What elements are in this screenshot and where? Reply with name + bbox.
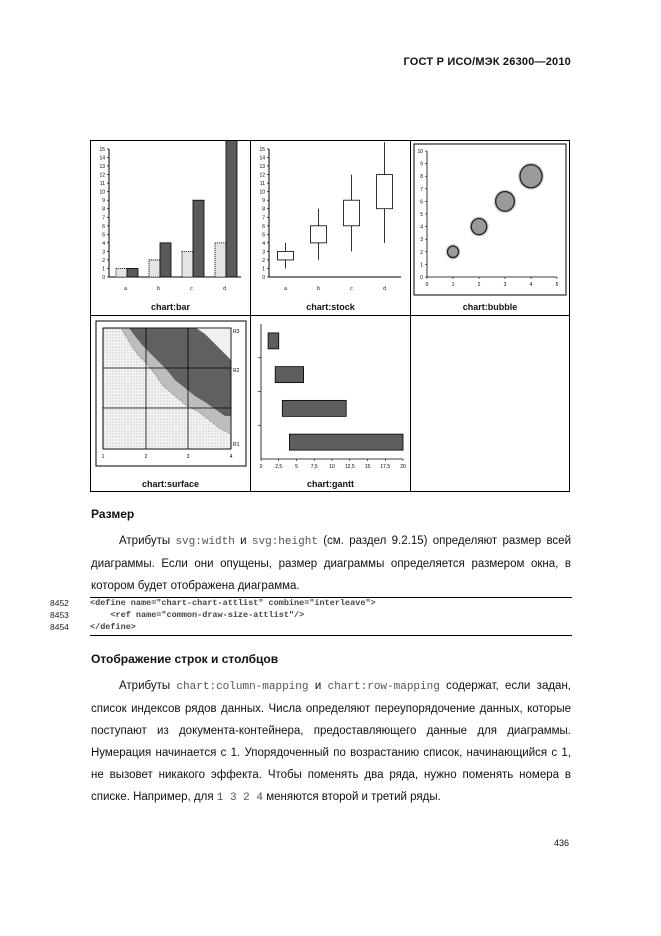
bubble bbox=[471, 219, 486, 235]
bar-series-2 bbox=[127, 268, 138, 277]
surface-chart-cell bbox=[91, 316, 251, 491]
code-text: <define name="chart-chart-attlist" combine="interleave"> bbox=[90, 598, 376, 608]
y-tick-label: 3 bbox=[262, 249, 265, 256]
x-tick-label: 2 bbox=[144, 454, 148, 460]
y-tick-label: 5 bbox=[262, 232, 265, 239]
bar-series-2 bbox=[160, 243, 171, 277]
text-run: и bbox=[234, 535, 252, 547]
y-tick-label: 4 bbox=[102, 240, 105, 247]
stock-box bbox=[311, 226, 327, 243]
section-title-size: Размер bbox=[91, 507, 135, 521]
document-header: ГОСТ Р ИСО/МЭК 26300—2010 bbox=[403, 56, 571, 68]
y-tick-label: 14 bbox=[99, 155, 105, 162]
text-run: содержат, если задан, список индексов рядов данных. Числа определяют переупорядочение данных, которые поступают из документа-контейнера, предоставляющего данные для диаграммы. Нумерация начинается с 1. Упорядоченный по возрастанию список, начинающийся с 1, не вызовет никакого эффекта. Чтобы поменять два ряда, нужно поменять номера в списке. Например, для bbox=[91, 680, 571, 803]
bar-series-1 bbox=[116, 268, 127, 277]
x-tick-label: c bbox=[190, 286, 193, 292]
line-number: 8452 bbox=[50, 598, 69, 608]
code-column-mapping: chart:column-mapping bbox=[176, 681, 309, 693]
x-tick-label: 17,5 bbox=[380, 464, 391, 470]
x-tick-label: 5 bbox=[295, 464, 298, 470]
y-tick-label: 8 bbox=[102, 206, 105, 213]
bubble bbox=[520, 165, 542, 188]
gantt-bar bbox=[289, 434, 403, 450]
y-tick-label: 9 bbox=[420, 161, 423, 168]
code-listing bbox=[50, 597, 573, 633]
text-run: и bbox=[308, 680, 328, 692]
x-tick-label: a bbox=[284, 286, 287, 292]
paragraph-mapping bbox=[91, 675, 571, 809]
code-text: <ref name="common-draw-size-attlist"/> bbox=[90, 610, 305, 620]
gantt-bar bbox=[282, 400, 346, 416]
x-tick-label: d bbox=[383, 286, 386, 292]
x-tick-label: c bbox=[350, 286, 353, 292]
x-tick-label: 2 bbox=[477, 282, 481, 288]
x-tick-label: 10 bbox=[329, 464, 335, 470]
code-line bbox=[50, 609, 573, 621]
stock-chart-cell bbox=[251, 141, 411, 316]
stock-chart-caption: chart:stock bbox=[306, 302, 355, 312]
y-tick-label: 4 bbox=[420, 224, 423, 231]
stock-box bbox=[344, 200, 360, 226]
code-row-mapping: chart:row-mapping bbox=[327, 681, 440, 693]
y-tick-label: 9 bbox=[262, 198, 265, 205]
y-tick-label: 2 bbox=[262, 257, 265, 264]
y-tick-label: 0 bbox=[102, 275, 105, 281]
y-tick-label: 12 bbox=[259, 172, 265, 179]
code-svg-height: svg:height bbox=[251, 536, 318, 548]
surface-chart-caption: chart:surface bbox=[141, 479, 200, 489]
y-tick-label: 8 bbox=[262, 206, 265, 213]
row-label: R3 bbox=[233, 329, 240, 335]
stock-box bbox=[377, 175, 393, 209]
text-run: Атрибуты bbox=[119, 680, 177, 692]
surface-chart bbox=[91, 316, 250, 476]
y-tick-label: 7 bbox=[262, 215, 265, 222]
x-tick-label: 1 bbox=[101, 454, 105, 460]
gantt-chart-caption: chart:gantt bbox=[307, 479, 354, 489]
gantt-bar bbox=[275, 367, 303, 383]
y-tick-label: 14 bbox=[259, 155, 265, 162]
bubble bbox=[448, 246, 459, 258]
y-tick-label: 1 bbox=[102, 266, 105, 273]
code-line bbox=[50, 621, 573, 633]
gantt-chart bbox=[251, 316, 410, 476]
x-tick-label: 15 bbox=[364, 464, 371, 470]
y-tick-label: 1 bbox=[420, 262, 423, 269]
code-example: 1 3 2 4 bbox=[216, 792, 263, 804]
y-tick-label: 6 bbox=[420, 199, 423, 206]
x-tick-label: 3 bbox=[503, 282, 507, 288]
y-tick-label: 2 bbox=[420, 249, 423, 256]
y-tick-label: 3 bbox=[420, 237, 423, 244]
y-tick-label: 7 bbox=[102, 215, 105, 222]
bubble-frame bbox=[414, 144, 566, 295]
y-tick-label: 0 bbox=[420, 275, 423, 281]
x-tick-label: 3 bbox=[186, 454, 190, 460]
y-tick-label: 6 bbox=[102, 223, 105, 230]
x-tick-label: 2,5 bbox=[275, 464, 283, 470]
x-tick-label: 7,5 bbox=[310, 464, 318, 470]
bar-chart bbox=[91, 141, 250, 301]
gantt-chart-cell bbox=[251, 316, 411, 491]
y-tick-label: 12 bbox=[99, 172, 105, 179]
gantt-bar bbox=[268, 333, 279, 349]
bubble bbox=[496, 192, 515, 212]
paragraph-size bbox=[91, 530, 571, 597]
code-rule-bottom bbox=[90, 635, 572, 636]
y-tick-label: 10 bbox=[99, 189, 105, 196]
section-title-mapping: Отображение строк и столбцов bbox=[91, 652, 279, 666]
chart-figure bbox=[90, 140, 570, 492]
y-tick-label: 5 bbox=[420, 212, 423, 218]
code-line bbox=[50, 597, 573, 609]
bubble-chart bbox=[411, 141, 569, 301]
x-tick-label: 12,5 bbox=[344, 464, 355, 470]
y-tick-label: 10 bbox=[259, 189, 265, 196]
bubble-chart-cell bbox=[411, 141, 569, 316]
row-label: R2 bbox=[233, 368, 240, 374]
x-tick-label: 0 bbox=[425, 282, 429, 288]
y-tick-label: 15 bbox=[99, 147, 105, 153]
code-text: </define> bbox=[90, 622, 136, 632]
x-tick-label: b bbox=[317, 286, 320, 292]
stock-chart bbox=[251, 141, 410, 301]
x-tick-label: 20 bbox=[400, 464, 406, 470]
x-tick-label: 4 bbox=[229, 454, 233, 460]
stock-box bbox=[278, 251, 294, 260]
x-tick-label: a bbox=[124, 286, 127, 292]
empty-cell bbox=[411, 316, 569, 491]
bar-series-2 bbox=[193, 200, 204, 277]
y-tick-label: 11 bbox=[99, 181, 105, 188]
line-number: 8454 bbox=[50, 622, 69, 632]
y-tick-label: 10 bbox=[417, 149, 423, 155]
x-tick-label: 4 bbox=[529, 282, 533, 288]
x-tick-label: d bbox=[223, 286, 226, 292]
y-tick-label: 1 bbox=[262, 266, 265, 273]
y-tick-label: 6 bbox=[262, 223, 265, 230]
y-tick-label: 15 bbox=[259, 147, 265, 153]
bubble-chart-caption: chart:bubble bbox=[462, 302, 518, 312]
row-label: R1 bbox=[233, 442, 240, 448]
text-run: (см. раздел 9.2.15) определяют размер всей диаграммы. Если они опущены, размер диаграммы определяется размером окна, в котором будет отображена диаграмма. bbox=[91, 535, 571, 592]
y-tick-label: 13 bbox=[259, 164, 265, 171]
y-tick-label: 3 bbox=[102, 249, 105, 256]
y-tick-label: 2 bbox=[102, 257, 105, 264]
bar-series-1 bbox=[215, 243, 226, 277]
y-tick-label: 0 bbox=[262, 275, 265, 281]
text-run: Атрибуты bbox=[119, 535, 176, 547]
line-number: 8453 bbox=[50, 610, 69, 620]
bar-series-2 bbox=[226, 141, 237, 277]
x-tick-label: b bbox=[157, 286, 160, 292]
y-tick-label: 8 bbox=[420, 174, 423, 181]
bar-series-1 bbox=[149, 260, 160, 277]
x-tick-label: 1 bbox=[451, 282, 455, 288]
y-tick-label: 7 bbox=[420, 186, 423, 193]
y-tick-label: 5 bbox=[102, 232, 105, 239]
page-number: 436 bbox=[553, 838, 569, 848]
bar-chart-cell bbox=[91, 141, 251, 316]
x-tick-label: 0 bbox=[259, 464, 263, 470]
x-tick-label: 5 bbox=[555, 282, 559, 288]
y-tick-label: 13 bbox=[99, 164, 105, 171]
bar-chart-caption: chart:bar bbox=[150, 302, 190, 312]
y-tick-label: 11 bbox=[259, 181, 265, 188]
text-run: меняются второй и третий ряды. bbox=[263, 791, 441, 803]
code-svg-width: svg:width bbox=[175, 536, 235, 548]
y-tick-label: 9 bbox=[102, 198, 105, 205]
bar-series-1 bbox=[182, 251, 193, 277]
y-tick-label: 4 bbox=[262, 240, 265, 247]
